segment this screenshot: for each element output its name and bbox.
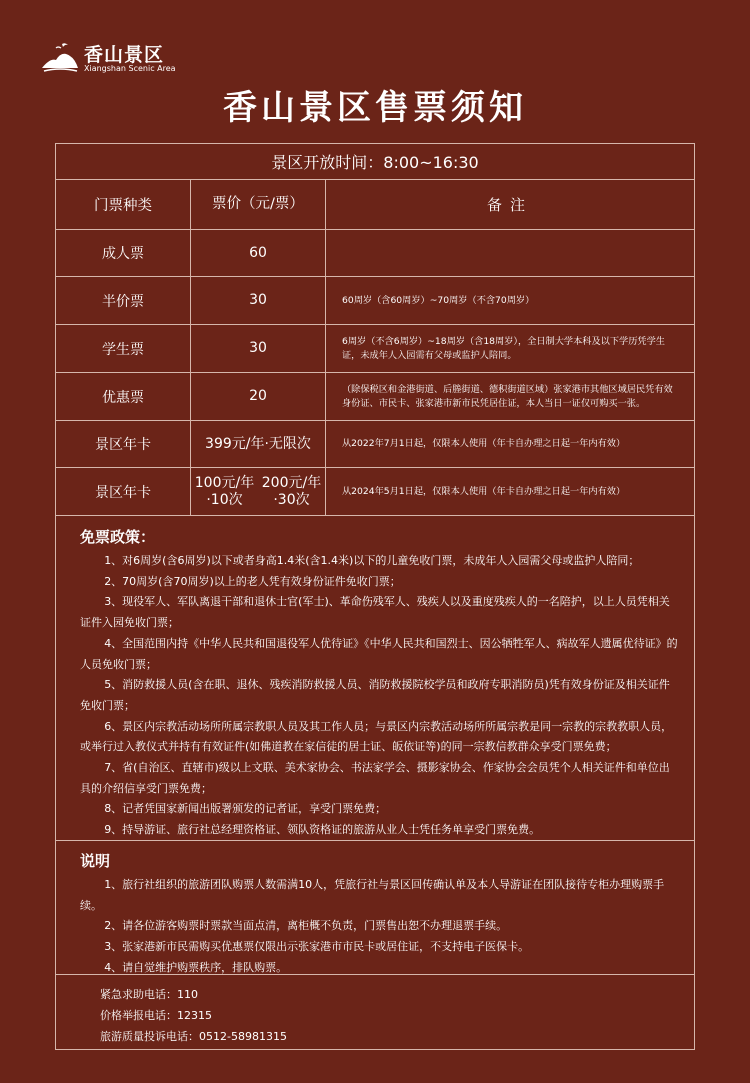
ticket-type: 优惠票 — [56, 373, 191, 420]
note-item: 4、请自觉维护购票秩序，排队购票。 — [104, 960, 288, 974]
ticket-price: 399元/年·无限次 — [191, 421, 326, 467]
policy-item: 9、持导游证、旅行社总经理资格证、领队资格证的旅游从业人士凭任务单享受门票免费。 — [104, 823, 541, 837]
policy-item: 3、现役军人、军队离退干部和退休士官(军士)、革命伤残军人、残疾人以及重度残疾人的一名陪护，以上人员凭相关证件入园免收门票； — [80, 595, 670, 630]
brand-name: 香山景区 — [84, 44, 165, 66]
emergency-phone: 紧急求助电话：110 — [100, 988, 198, 1001]
free-policy-section — [80, 526, 680, 841]
table-row — [56, 421, 694, 468]
policy-item: 2、70周岁(含70周岁)以上的老人凭有效身份证件免收门票； — [104, 574, 401, 588]
policy-item: 5、消防救援人员(含在职、退休、残疾消防救援人员、消防救援院校学员和政府专职消防员)凭有效身份证及相关证件免收门票； — [80, 678, 670, 712]
policy-item: 6、景区内宗教活动场所所属宗教职人员及其工作人员；与景区内宗教活动场所所属宗教是同一宗教的宗教教职人员，或举行过入教仪式并持有有效证件(如佛道教在家信徒的居士证、皈依证等)的同一宗教信教群众享受门票免费； — [80, 719, 673, 754]
policy-item: 7、省(自治区、直辖市)级以上文联、美术家协会、书法家学会、摄影家协会、作家协会会员凭个人相关证件和单位出具的介绍信享受门票免费； — [80, 761, 670, 795]
complaint-phone: 旅游质量投诉电话：0512-58981315 — [100, 1030, 287, 1043]
ticket-price: 60 — [191, 230, 326, 276]
section-divider — [56, 840, 694, 841]
ticket-type: 成人票 — [56, 230, 191, 276]
policy-item: 1、对6周岁(含6周岁)以下或者身高1.4米(含1.4米)以下的儿童免收门票，未成年人入园需父母或监护人陪同； — [104, 554, 640, 567]
brand-logo — [40, 38, 200, 78]
policy-item: 4、全国范围内持《中华人民共和国退役军人优待证》《中华人民共和国烈士、因公牺牲军人、病故军人遗属优待证》的人员免收门票； — [80, 636, 678, 671]
table-row — [56, 325, 694, 373]
note-item: 3、张家港新市民需购买优惠票仅限出示张家港市市民卡或居住证，不支持电子医保卡。 — [104, 940, 530, 954]
opening-hours: 景区开放时间：8:00~16:30 — [56, 144, 694, 180]
ticket-note: （除保税区和金港街道、后塍街道、德积街道区域）张家港市其他区域居民凭有效身份证、市民卡、张家港市新市民凭居住证，本人当日一证仅可购买一张。 — [342, 383, 673, 409]
ticket-note: 从2022年7月1日起，仅限本人使用（年卡自办理之日起一年内有效） — [342, 438, 626, 449]
table-row — [56, 230, 694, 277]
ticket-type: 景区年卡 — [56, 468, 191, 515]
note-item: 1、旅行社组织的旅游团队购票人数需满10人，凭旅行社与景区回传确认单及本人导游证在团队接待专柜办理购票手续。 — [80, 878, 665, 912]
ticket-note — [326, 230, 694, 276]
ticket-note: 6周岁（不含6周岁）~18周岁（含18周岁），全日制大学本科及以下学历凭学生证，未成年人入园需有父母或监护人陪同。 — [342, 335, 665, 361]
ticket-note: 60周岁（含60周岁）~70周岁（不含70周岁） — [342, 294, 535, 306]
table-row — [56, 468, 694, 516]
ticket-type: 半价票 — [56, 277, 191, 324]
brand-name-en: Xiangshan Scenic Area — [84, 64, 176, 73]
mountain-logo-icon — [40, 40, 80, 74]
price-report-phone: 价格举报电话：12315 — [100, 1009, 212, 1022]
header-ticket-type: 门票种类 — [56, 180, 191, 229]
table-row — [56, 277, 694, 325]
header-price: 票价（元/票） — [191, 180, 326, 229]
ticket-price — [191, 468, 326, 515]
free-policy-title: 免票政策： — [80, 528, 156, 546]
table-row — [56, 373, 694, 421]
ticket-price: 30 — [191, 277, 326, 324]
ticket-type: 学生票 — [56, 325, 191, 372]
ticket-note: 从2024年5月1日起，仅限本人使用（年卡自办理之日起一年内有效） — [342, 485, 626, 497]
price-line: 100元/年·10次 — [194, 474, 255, 508]
page-title: 香山景区售票须知 — [223, 88, 527, 128]
notice-frame — [55, 143, 695, 1050]
ticket-type: 景区年卡 — [56, 421, 191, 467]
price-line: 200元/年·30次 — [261, 474, 322, 508]
contact-section — [100, 984, 287, 1047]
ticket-price: 30 — [191, 325, 326, 372]
note-item: 2、请各位游客购票时票款当面点清，离柜概不负责，门票售出恕不办理退票手续。 — [104, 919, 508, 933]
policy-item: 8、记者凭国家新闻出版署颁发的记者证，享受门票免费； — [104, 802, 387, 816]
header-note: 备注 — [486, 195, 533, 214]
table-header — [56, 180, 694, 230]
ticket-price: 20 — [191, 373, 326, 420]
section-divider — [56, 974, 694, 975]
notes-title: 说明 — [80, 852, 111, 870]
notes-section — [80, 850, 680, 979]
